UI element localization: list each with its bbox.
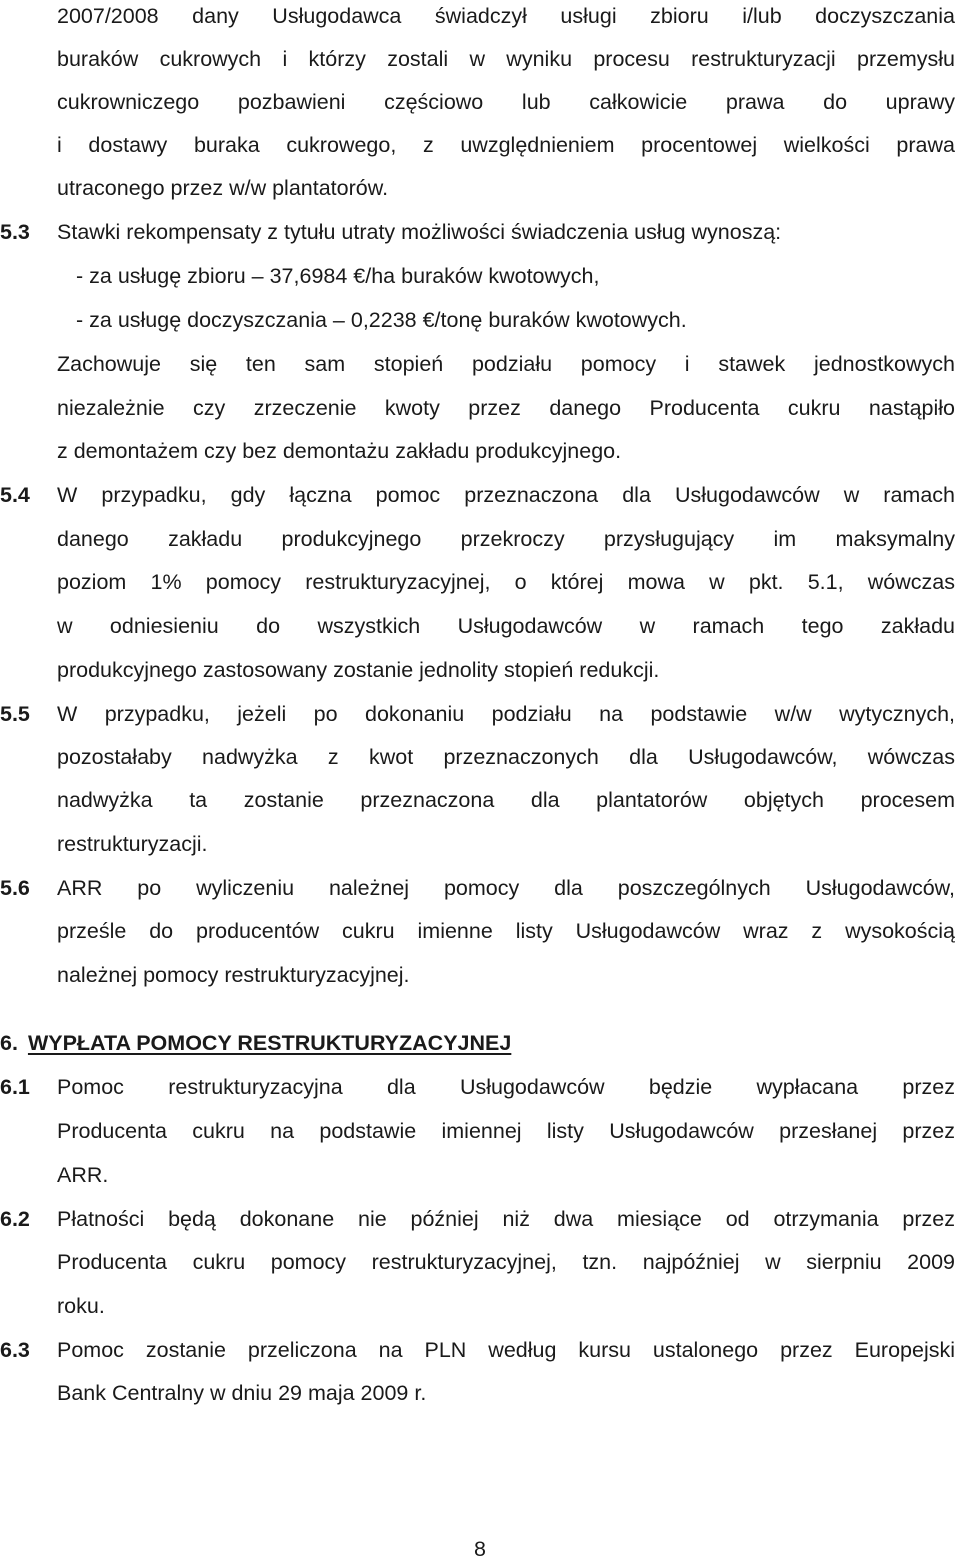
intro-line-2: buraków cukrowych i którzy zostali w wyniku procesu restrukturyzacji przemysłu bbox=[57, 49, 955, 71]
s6-1-line-2: Producenta cukru na podstawie imiennej listy Usługodawców przesłanej przez bbox=[57, 1121, 955, 1143]
s5-6-line-2: prześle do producentów cukru imienne listy Usługodawców wraz z wysokością bbox=[57, 921, 955, 943]
s6-2-line-2: Producenta cukru pomocy restrukturyzacyjnej, tzn. najpóźniej w sierpniu 2009 bbox=[57, 1252, 955, 1274]
s6-1-line-3: ARR. bbox=[57, 1163, 109, 1187]
intro-line-3: cukrowniczego pozbawieni częściowo lub całkowicie prawa do uprawy bbox=[57, 92, 955, 114]
section-heading-6 bbox=[0, 1033, 511, 1055]
s5-4-line-2: danego zakładu produkcyjnego przekroczy przysługujący im maksymalny bbox=[57, 529, 955, 551]
s5-3-rate-cleaning: - za usługę doczyszczania – 0,2238 €/tonę buraków kwotowych. bbox=[76, 308, 687, 332]
s6-3-line-1: Pomoc zostanie przeliczona na PLN według kursu ustalonego przez Europejski bbox=[57, 1340, 955, 1362]
intro-line-5: utraconego przez w/w plantatorów. bbox=[57, 176, 389, 200]
section-number-5-4: 5.4 bbox=[0, 483, 30, 507]
s5-3-rate-harvest: - za usługę zbioru – 37,6984 €/ha buraków kwotowych, bbox=[76, 264, 600, 288]
section-number-6-1: 6.1 bbox=[0, 1075, 30, 1099]
s5-4-line-3: poziom 1% pomocy restrukturyzacyjnej, o której mowa w pkt. 5.1, wówczas bbox=[57, 572, 955, 594]
s5-6-line-1: ARR po wyliczeniu należnej pomocy dla poszczególnych Usługodawców, bbox=[57, 878, 955, 900]
s5-5-line-2: pozostałaby nadwyżka z kwot przeznaczonych dla Usługodawców, wówczas bbox=[57, 747, 955, 769]
page-number: 8 bbox=[474, 1537, 486, 1561]
s5-5-line-3: nadwyżka ta zostanie przeznaczona dla plantatorów objętych procesem bbox=[57, 790, 955, 812]
s5-5-line-4: restrukturyzacji. bbox=[57, 832, 208, 856]
section-number-6: 6. bbox=[0, 1031, 18, 1055]
s5-3-line-5: niezależnie czy zrzeczenie kwoty przez danego Producenta cukru nastąpiło bbox=[57, 398, 955, 420]
s5-4-line-4: w odniesieniu do wszystkich Usługodawców w ramach tego zakładu bbox=[57, 616, 955, 638]
s6-2-line-3: roku. bbox=[57, 1294, 105, 1318]
s6-2-line-1: Płatności będą dokonane nie później niż dwa miesiące od otrzymania przez bbox=[57, 1209, 955, 1231]
s5-3-line-6: z demontażem czy bez demontażu zakładu produkcyjnego. bbox=[57, 439, 622, 463]
section-title-6: WYPŁATA POMOCY RESTRUKTURYZACYJNEJ bbox=[27, 1031, 512, 1055]
section-number-5-6: 5.6 bbox=[0, 876, 30, 900]
s5-6-line-3: należnej pomocy restrukturyzacyjnej. bbox=[57, 963, 410, 987]
s5-4-line-1: W przypadku, gdy łączna pomoc przeznaczona dla Usługodawców w ramach bbox=[57, 485, 955, 507]
s5-3-line-1: Stawki rekompensaty z tytułu utraty możliwości świadczenia usług wynoszą: bbox=[57, 220, 782, 244]
s6-3-line-2: Bank Centralny w dniu 29 maja 2009 r. bbox=[57, 1381, 427, 1405]
s6-1-line-1: Pomoc restrukturyzacyjna dla Usługodawców będzie wypłacana przez bbox=[57, 1077, 955, 1099]
s5-3-line-4: Zachowuje się ten sam stopień podziału pomocy i stawek jednostkowych bbox=[57, 354, 955, 376]
intro-line-4: i dostawy buraka cukrowego, z uwzględnieniem procentowej wielkości prawa bbox=[57, 135, 955, 157]
section-number-6-3: 6.3 bbox=[0, 1338, 30, 1362]
section-number-5-3: 5.3 bbox=[0, 220, 30, 244]
section-number-6-2: 6.2 bbox=[0, 1207, 30, 1231]
s5-5-line-1: W przypadku, jeżeli po dokonaniu podziału na podstawie w/w wytycznych, bbox=[57, 704, 955, 726]
section-number-5-5: 5.5 bbox=[0, 702, 30, 726]
s5-4-line-5: produkcyjnego zastosowany zostanie jednolity stopień redukcji. bbox=[57, 658, 660, 682]
intro-line-1: 2007/2008 dany Usługodawca świadczył usługi zbioru i/lub doczyszczania bbox=[57, 6, 955, 28]
